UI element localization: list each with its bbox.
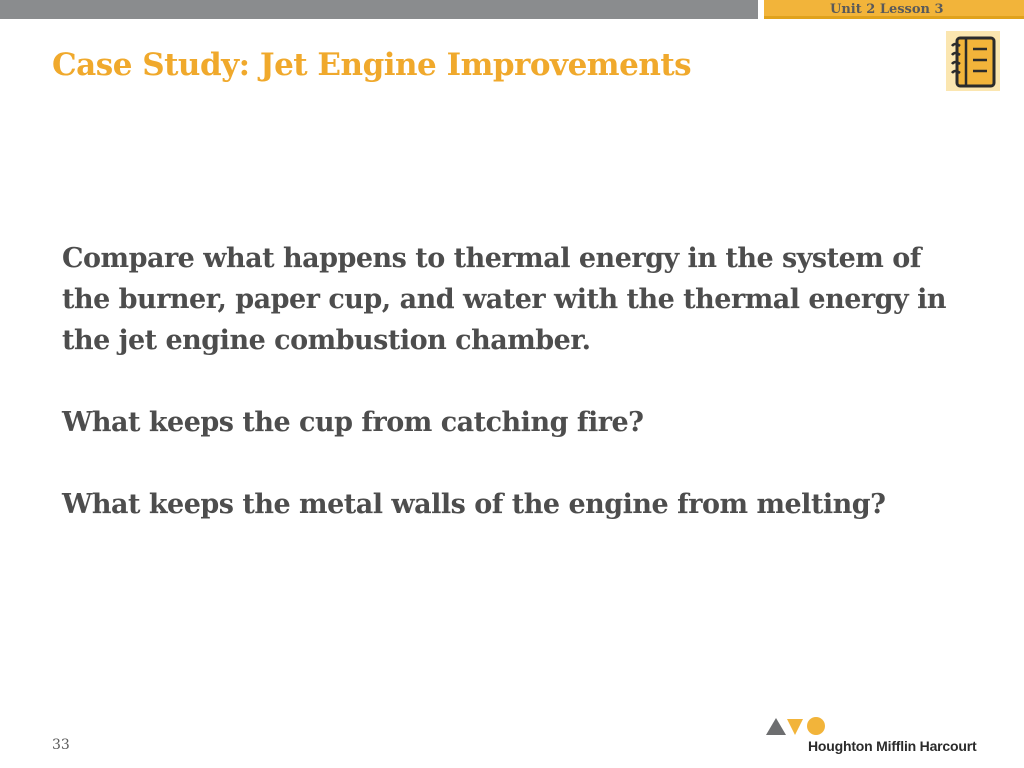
slide-title: Case Study: Jet Engine Improvements [52, 47, 692, 83]
notebook-icon [946, 31, 1000, 91]
body-paragraph-compare: Compare what happens to thermal energy in the system of the burner, paper cup, and water with the thermal energy in the jet engine combustion chamber. [62, 243, 946, 356]
page-number: 33 [52, 737, 70, 753]
body-question-cup: What keeps the cup from catching fire? [62, 407, 644, 438]
body-question-engine: What keeps the metal walls of the engine from melting? [62, 489, 886, 520]
header-gray-bar [0, 0, 758, 19]
unit-lesson-label: Unit 2 Lesson 3 [830, 2, 944, 17]
hmh-logo-mark-icon [765, 716, 835, 738]
publisher-name: Houghton Mifflin Harcourt [808, 738, 977, 754]
slide-body [62, 238, 972, 525]
